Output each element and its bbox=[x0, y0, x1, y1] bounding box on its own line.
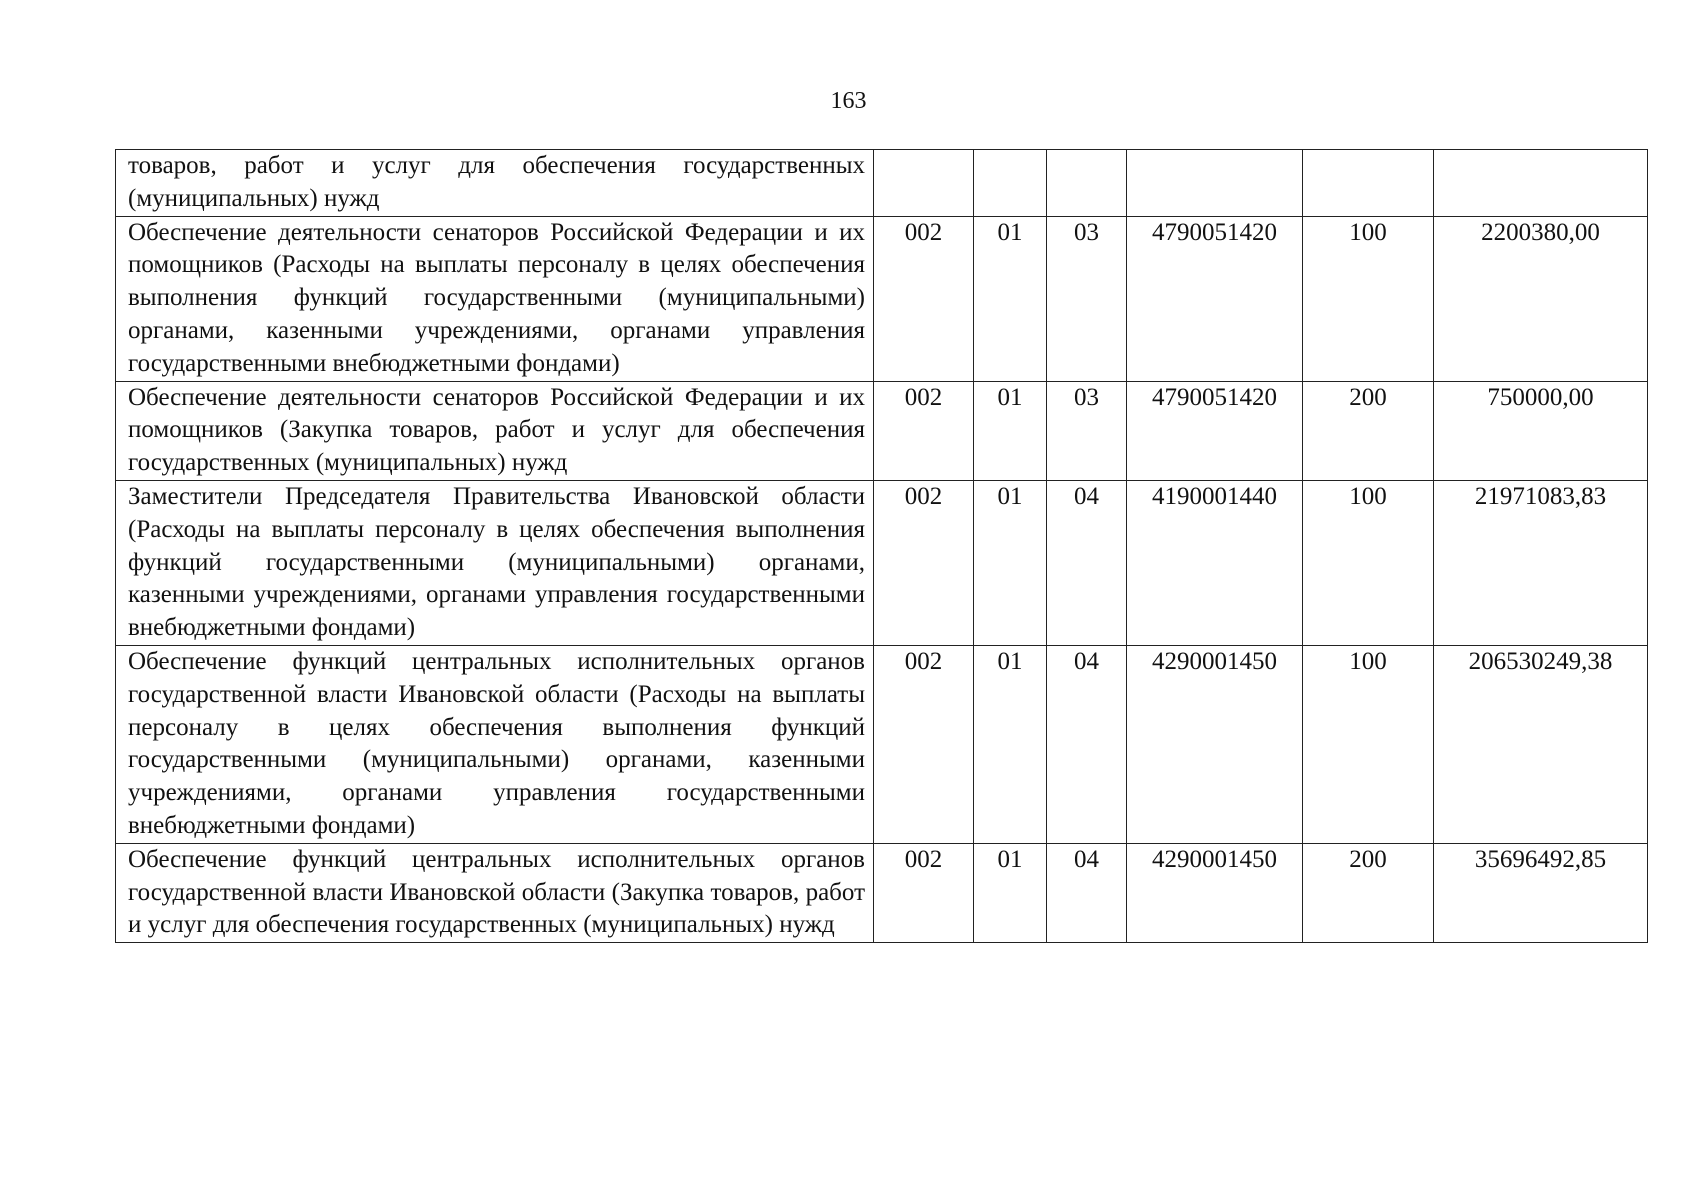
grbs-code: 002 bbox=[874, 843, 974, 942]
target-article-code: 4790051420 bbox=[1127, 216, 1303, 381]
subsection-code: 04 bbox=[1047, 645, 1127, 843]
row-description: Обеспечение деятельности сенаторов Российской Федерации и их помощников (Закупка товаров, работ и услуг для обеспечения государственных (муниципальных) нужд bbox=[116, 381, 874, 480]
amount: 750000,00 bbox=[1434, 381, 1648, 480]
row-description: Заместители Председателя Правительства Ивановской области (Расходы на выплаты персоналу в целях обеспечения выполнения функций государственными (муниципальными) органами, казенными учреждениями, органами управления государственными внебюджетными фондами) bbox=[116, 480, 874, 645]
grbs-code: 002 bbox=[874, 381, 974, 480]
row-description: Обеспечение деятельности сенаторов Российской Федерации и их помощников (Расходы на выплаты персоналу в целях обеспечения выполнения функций государственными (муниципальными) органами, казенными учреждениями, органами управления государственными внебюджетными фондами) bbox=[116, 216, 874, 381]
grbs-code: 002 bbox=[874, 480, 974, 645]
section-code: 01 bbox=[974, 645, 1047, 843]
row-description: товаров, работ и услуг для обеспечения государственных (муниципальных) нужд bbox=[116, 150, 874, 217]
grbs-code: 002 bbox=[874, 645, 974, 843]
target-article-code: 4290001450 bbox=[1127, 843, 1303, 942]
row-description: Обеспечение функций центральных исполнительных органов государственной власти Ивановской области (Расходы на выплаты персоналу в целях обеспечения выполнения функций государственными (муниципальными) органами, казенными учреждениями, органами управления государственными внебюджетными фондами) bbox=[116, 645, 874, 843]
subsection-code: 04 bbox=[1047, 843, 1127, 942]
table-row bbox=[116, 381, 1648, 480]
amount: 35696492,85 bbox=[1434, 843, 1648, 942]
subsection-code: 03 bbox=[1047, 381, 1127, 480]
table-row bbox=[116, 150, 1648, 217]
amount: 2200380,00 bbox=[1434, 216, 1648, 381]
grbs-code bbox=[874, 150, 974, 217]
subsection-code bbox=[1047, 150, 1127, 217]
table-row bbox=[116, 216, 1648, 381]
table-row bbox=[116, 645, 1648, 843]
section-code bbox=[974, 150, 1047, 217]
table-row bbox=[116, 480, 1648, 645]
row-description: Обеспечение функций центральных исполнительных органов государственной власти Ивановской области (Закупка товаров, работ и услуг для обеспечения государственных (муниципальных) нужд bbox=[116, 843, 874, 942]
grbs-code: 002 bbox=[874, 216, 974, 381]
page-number: 163 bbox=[830, 88, 867, 114]
target-article-code: 4290001450 bbox=[1127, 645, 1303, 843]
section-code: 01 bbox=[974, 381, 1047, 480]
subsection-code: 03 bbox=[1047, 216, 1127, 381]
budget-table bbox=[115, 149, 1648, 943]
amount: 21971083,83 bbox=[1434, 480, 1648, 645]
expense-type-code: 100 bbox=[1303, 645, 1434, 843]
target-article-code bbox=[1127, 150, 1303, 217]
expense-type-code: 200 bbox=[1303, 843, 1434, 942]
expense-type-code bbox=[1303, 150, 1434, 217]
target-article-code: 4790051420 bbox=[1127, 381, 1303, 480]
expense-type-code: 200 bbox=[1303, 381, 1434, 480]
target-article-code: 4190001440 bbox=[1127, 480, 1303, 645]
expense-type-code: 100 bbox=[1303, 216, 1434, 381]
section-code: 01 bbox=[974, 480, 1047, 645]
section-code: 01 bbox=[974, 216, 1047, 381]
table-row bbox=[116, 843, 1648, 942]
amount: 206530249,38 bbox=[1434, 645, 1648, 843]
amount bbox=[1434, 150, 1648, 217]
subsection-code: 04 bbox=[1047, 480, 1127, 645]
section-code: 01 bbox=[974, 843, 1047, 942]
expense-type-code: 100 bbox=[1303, 480, 1434, 645]
